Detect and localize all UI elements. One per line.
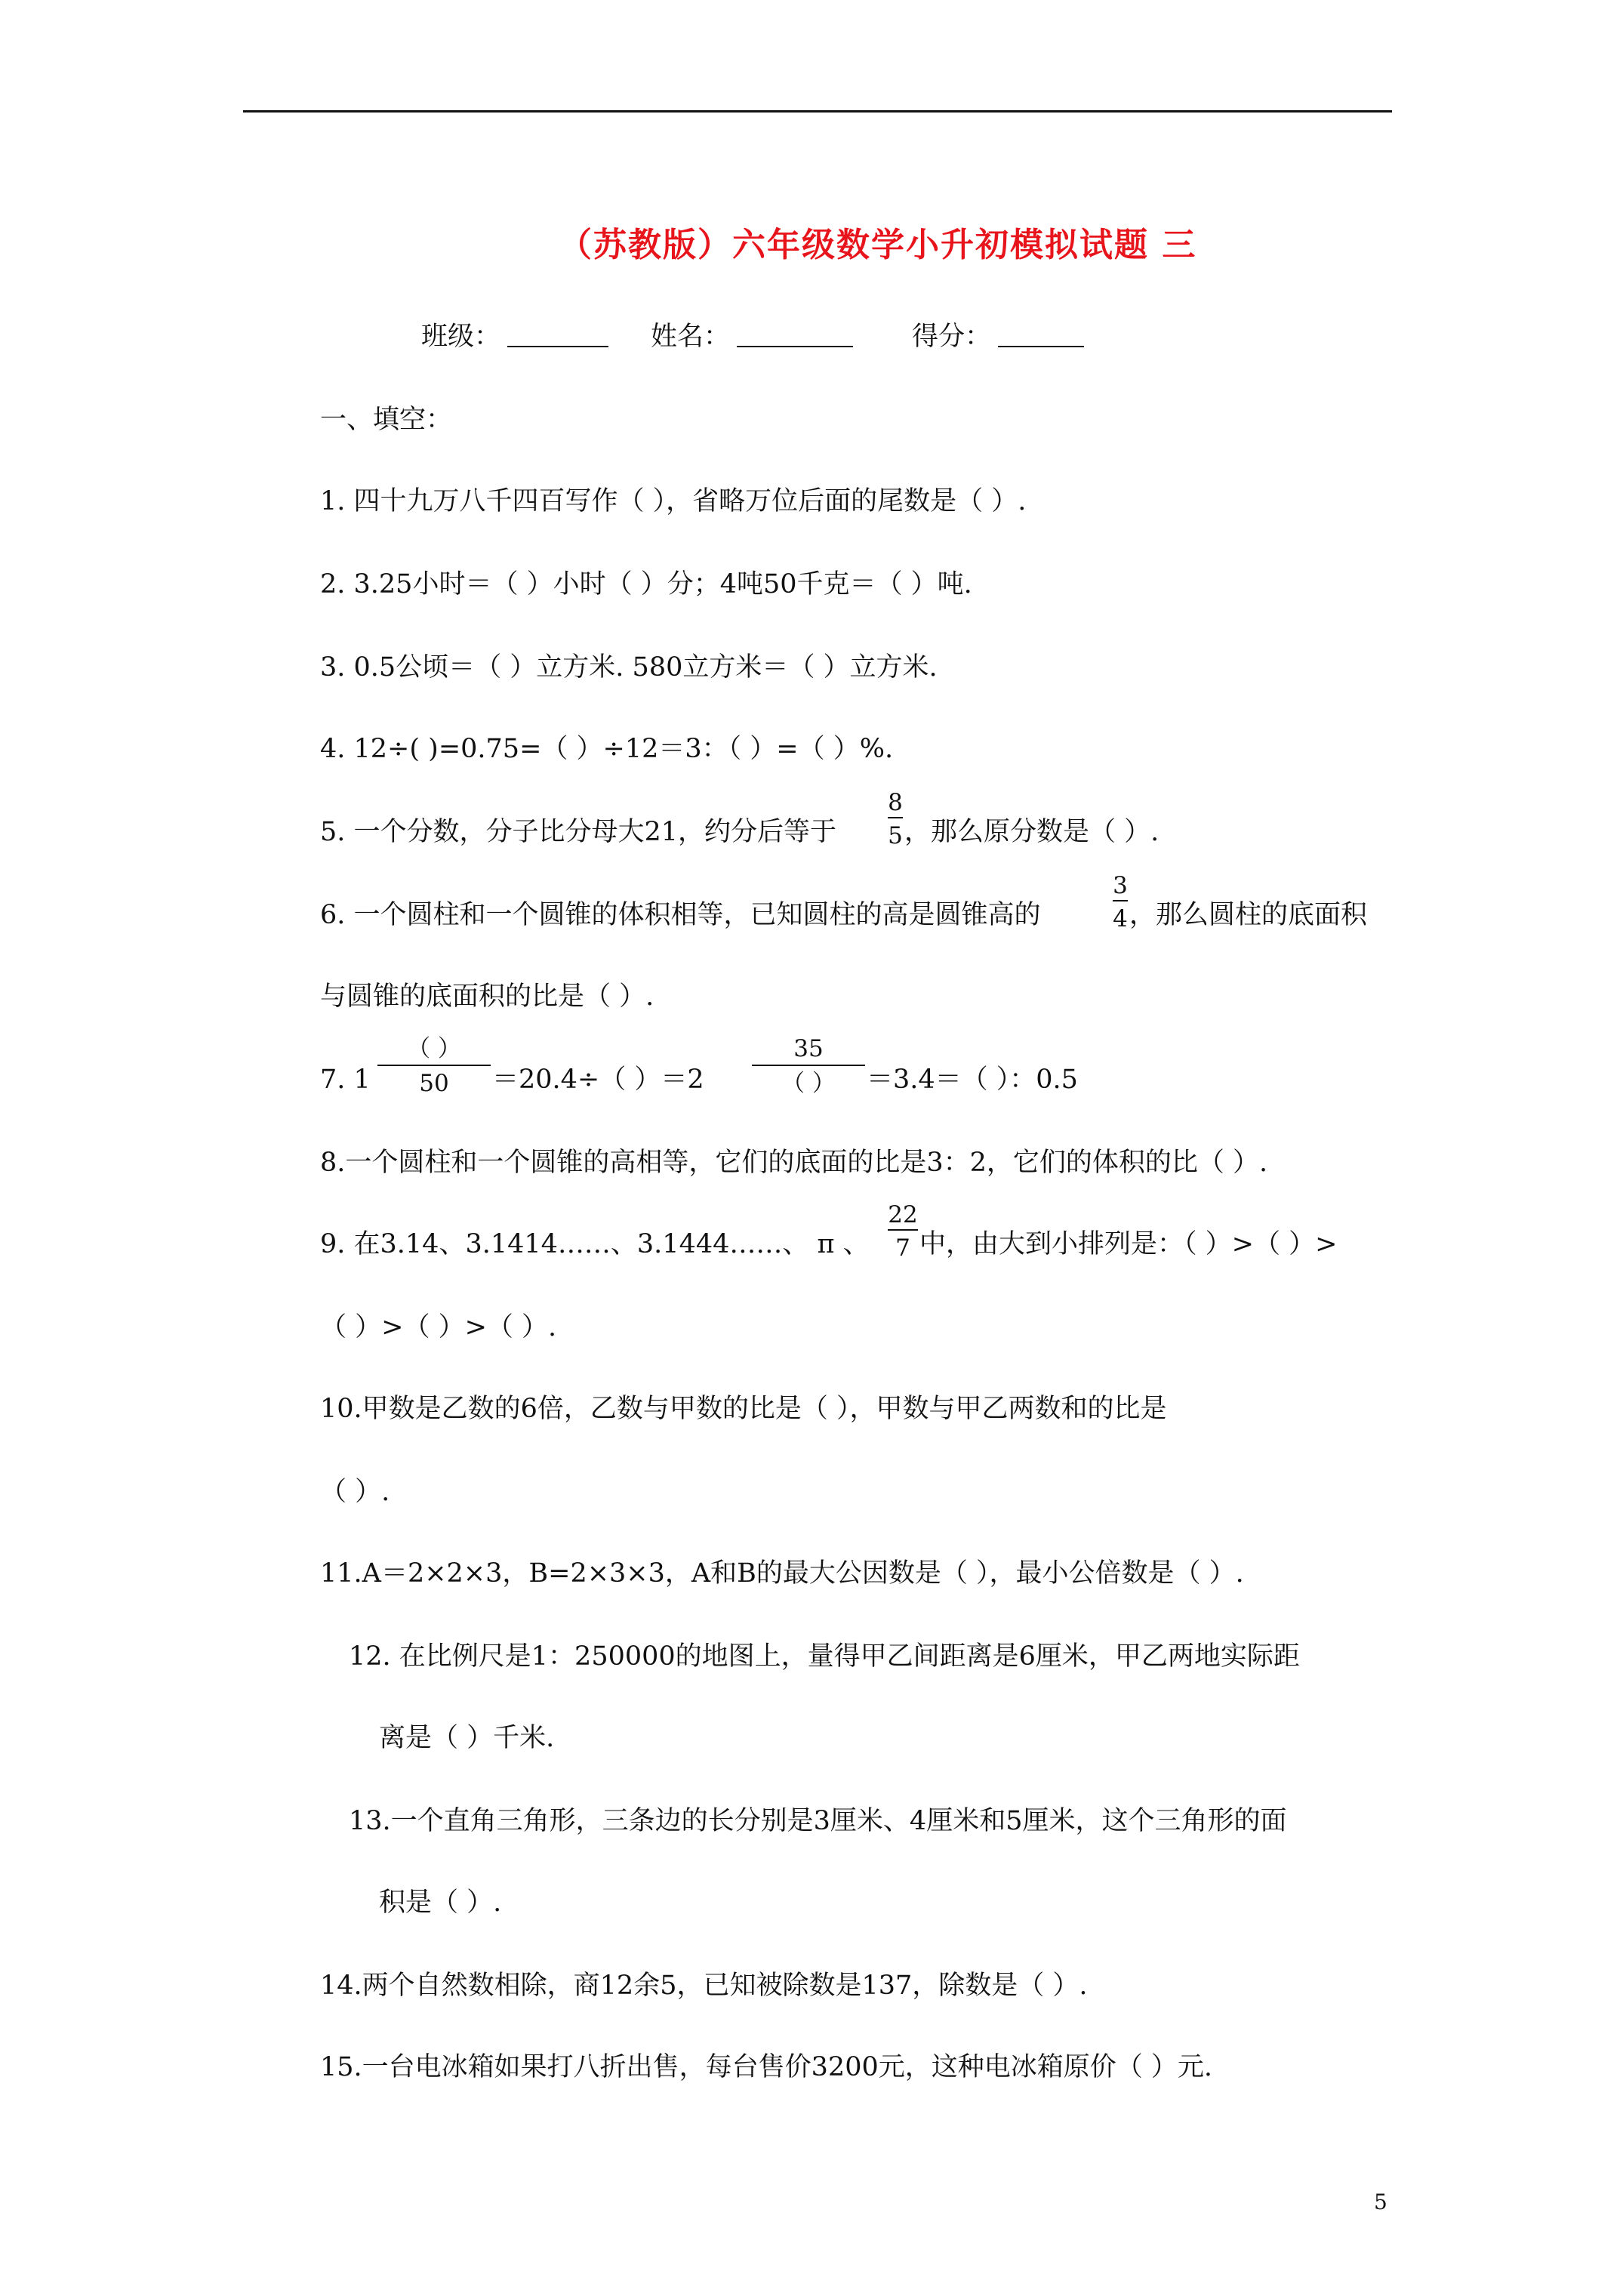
question-10-line-2: （ ）.	[320, 1477, 390, 1507]
question-7-fraction-2-bar	[752, 1065, 865, 1066]
question-6-tail: ，那么圆柱的底面积	[1129, 900, 1368, 930]
class-blank	[507, 346, 608, 347]
question-13-line-1: 13.一个直角三角形，三条边的长分别是3厘米、4厘米和5厘米，这个三角形的面	[349, 1806, 1287, 1836]
question-5-tail: ，那么原分数是（ ）.	[904, 817, 1160, 847]
question-9-tail: 中，由大到小排列是：（ ）>（ ）>	[919, 1229, 1338, 1259]
question-7-fraction-1-bar	[377, 1065, 491, 1066]
page-title: （苏教版）六年级数学小升初模拟试题 三	[559, 226, 1197, 264]
question-7-part-1: 7. 1	[320, 1065, 371, 1095]
name-label: 姓名：	[651, 322, 731, 352]
question-12-line-1: 12. 在比例尺是1：250000的地图上，量得甲乙间距离是6厘米，甲乙两地实际距	[349, 1641, 1300, 1672]
question-7-fraction-2-numerator: 35	[793, 1035, 824, 1062]
question-2: 2. 3.25小时＝（ ）小时（ ）分；4吨50千克＝（ ）吨.	[320, 569, 972, 599]
score-blank	[998, 346, 1084, 347]
question-15: 15.一台电冰箱如果打八折出售，每台售价3200元，这种电冰箱原价（ ）元.	[320, 2052, 1212, 2082]
name-blank	[737, 346, 853, 347]
question-4: 4. 12÷( )=0.75=（ ）÷12＝3：（ ）=（ ）%.	[320, 734, 894, 764]
section-heading: 一、填空：	[320, 405, 453, 435]
question-5-text: 5. 一个分数，分子比分母大21，约分后等于	[320, 817, 837, 847]
question-6-denominator: 4	[1113, 905, 1128, 932]
question-6-fraction-bar	[1113, 900, 1128, 901]
question-13-line-2: 积是（ ）.	[379, 1888, 502, 1918]
question-10-line-1: 10.甲数是乙数的6倍，乙数与甲数的比是（ ），甲数与甲乙两数和的比是	[320, 1394, 1167, 1424]
header-rule	[243, 110, 1392, 112]
question-12-line-2: 离是（ ）千米.	[379, 1723, 555, 1753]
question-9-denominator: 7	[895, 1234, 910, 1262]
question-6-numerator: 3	[1113, 872, 1128, 899]
question-9-numerator: 22	[888, 1201, 918, 1228]
question-7-fraction-1-denominator: 50	[419, 1070, 449, 1097]
question-7-part-2: ＝20.4÷（ ）＝2	[492, 1065, 704, 1095]
question-7-fraction-1-numerator: （ ）	[407, 1035, 461, 1062]
question-5-fraction-bar	[888, 817, 903, 818]
score-label: 得分：	[912, 322, 992, 352]
question-8: 8.一个圆柱和一个圆锥的高相等，它们的底面的比是3：2，它们的体积的比（ ）.	[320, 1148, 1268, 1178]
class-label: 班级：	[421, 322, 501, 352]
question-5-denominator: 5	[888, 822, 903, 849]
question-9-fraction-bar	[888, 1229, 918, 1231]
question-9-line-2: （ ）>（ ）>（ ）.	[320, 1312, 557, 1342]
question-1: 1. 四十九万八千四百写作（ ），省略万位后面的尾数是（ ）.	[320, 486, 1027, 516]
question-3: 3. 0.5公顷＝（ ）立方米. 580立方米＝（ ）立方米.	[320, 652, 938, 683]
question-14: 14.两个自然数相除，商12余5，已知被除数是137，除数是（ ）.	[320, 1971, 1088, 2001]
question-6-line-2: 与圆锥的底面积的比是（ ）.	[320, 982, 654, 1012]
page-number: 5	[1374, 2190, 1387, 2214]
question-9-text: 9. 在3.14、3.1414……、3.1444……、 π 、	[320, 1229, 870, 1259]
question-7-fraction-2-denominator: （ ）	[781, 1070, 836, 1097]
question-6-text: 6. 一个圆柱和一个圆锥的体积相等，已知圆柱的高是圆锥高的	[320, 900, 1041, 930]
question-7-part-3: ＝3.4＝（ ）：0.5	[867, 1065, 1078, 1095]
question-11: 11.A＝2×2×3，B=2×3×3，A和B的最大公因数是（ ），最小公倍数是（ ）.	[320, 1558, 1244, 1589]
question-5-numerator: 8	[888, 789, 903, 816]
